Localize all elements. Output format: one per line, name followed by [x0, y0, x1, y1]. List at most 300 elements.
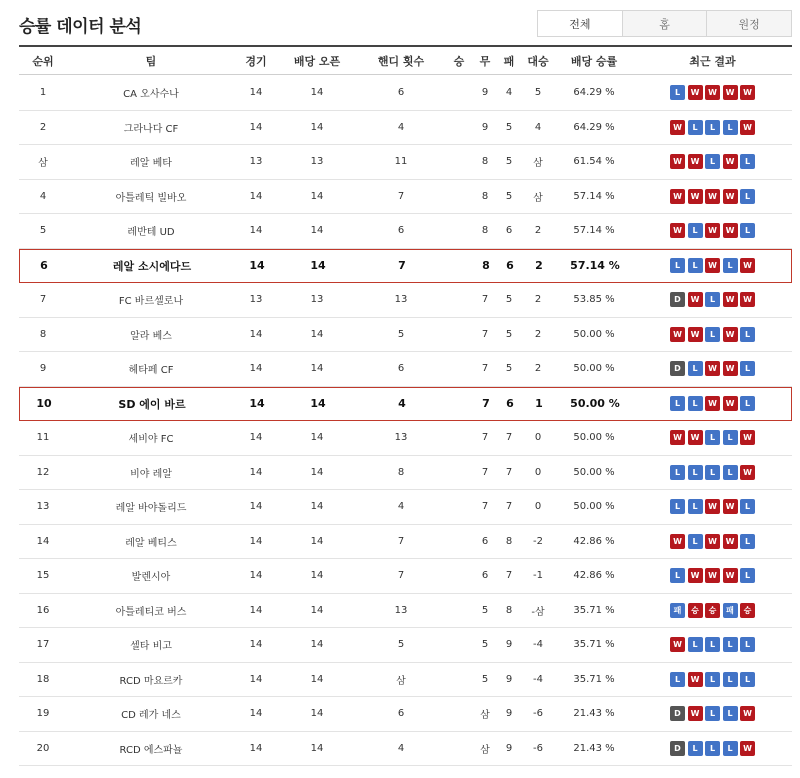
table-row[interactable] — [19, 628, 792, 663]
result-badge: W — [688, 672, 703, 687]
result-badge: L — [740, 396, 755, 411]
odds-win-rate-cell: 57.14 % — [573, 190, 615, 202]
loss-cell: 5 — [505, 190, 513, 202]
result-badge: L — [723, 465, 738, 480]
recent-results — [633, 189, 792, 204]
loss-cell: 7 — [505, 570, 513, 582]
handicap-count-cell: 6 — [397, 87, 405, 99]
result-badge: W — [723, 534, 738, 549]
recent-results — [634, 258, 791, 273]
result-badge: D — [670, 361, 685, 376]
result-badge: W — [723, 189, 738, 204]
table-row[interactable] — [19, 145, 792, 180]
result-badge: W — [723, 396, 738, 411]
table-row[interactable] — [19, 663, 792, 698]
recent-results — [633, 637, 792, 652]
rank-cell: 8 — [39, 328, 47, 340]
col-rank[interactable]: 순위 — [32, 54, 54, 68]
games-cell: 13 — [249, 156, 263, 168]
handicap-count-cell: 13 — [394, 294, 408, 306]
loss-cell: 5 — [505, 294, 513, 306]
result-badge: W — [705, 396, 720, 411]
result-badge: W — [688, 430, 703, 445]
table-row[interactable] — [19, 732, 792, 767]
col-draw[interactable]: 무 — [479, 54, 491, 68]
handicap-count-cell: 7 — [398, 259, 406, 273]
big-win-cell: -6 — [533, 742, 543, 754]
draw-cell: 8 — [481, 225, 489, 237]
result-badge: L — [670, 258, 685, 273]
handicap-count-cell: 13 — [394, 432, 408, 444]
loss-cell: 8 — [505, 535, 513, 547]
recent-results — [634, 396, 791, 411]
col-handicap-count[interactable]: 핸디 횟수 — [377, 54, 425, 68]
result-badge: L — [705, 292, 720, 307]
result-badge: L — [740, 223, 755, 238]
games-cell: 14 — [249, 639, 263, 651]
big-win-cell: 삼 — [533, 192, 543, 204]
rank-cell: 5 — [39, 225, 47, 237]
result-badge: W — [723, 327, 738, 342]
result-badge: W — [670, 223, 685, 238]
odds-win-rate-cell: 21.43 % — [573, 708, 615, 720]
result-badge: D — [670, 706, 685, 721]
result-badge: L — [740, 568, 755, 583]
draw-cell: 7 — [481, 466, 489, 478]
rank-cell: 4 — [39, 190, 47, 202]
handicap-count-cell: 7 — [397, 190, 405, 202]
result-badge: L — [705, 327, 720, 342]
odds-win-rate-cell: 42.86 % — [573, 535, 615, 547]
result-badge: L — [688, 361, 703, 376]
result-badge: D — [670, 741, 685, 756]
result-badge: L — [688, 465, 703, 480]
recent-results — [633, 706, 792, 721]
draw-cell: 6 — [481, 535, 489, 547]
odds-open-cell: 14 — [310, 259, 326, 273]
table-row[interactable] — [19, 111, 792, 146]
result-badge: L — [688, 637, 703, 652]
result-badge: W — [723, 499, 738, 514]
handicap-count-cell: 7 — [397, 535, 405, 547]
games-cell: 14 — [249, 570, 263, 582]
draw-cell: 삼 — [480, 710, 490, 722]
handicap-count-cell: 6 — [397, 708, 405, 720]
handicap-count-cell: 7 — [397, 570, 405, 582]
loss-cell: 8 — [505, 604, 513, 616]
games-cell: 14 — [249, 190, 263, 202]
result-badge: L — [723, 741, 738, 756]
loss-cell: 5 — [505, 363, 513, 375]
result-badge: L — [740, 637, 755, 652]
rank-cell: 12 — [36, 466, 50, 478]
recent-results — [633, 534, 792, 549]
table-row[interactable] — [19, 387, 792, 422]
odds-win-rate-cell: 50.00 % — [573, 363, 615, 375]
result-badge: 승 — [740, 603, 755, 618]
team-name: 아틀레티코 버스 — [115, 606, 187, 618]
team-name: RCD 마요르카 — [119, 675, 183, 687]
result-badge: W — [705, 258, 720, 273]
col-games[interactable]: 경기 — [245, 54, 267, 68]
result-badge: L — [723, 672, 738, 687]
result-badge: L — [705, 465, 720, 480]
big-win-cell: 0 — [534, 501, 542, 513]
odds-win-rate-cell: 50.00 % — [570, 397, 620, 411]
odds-open-cell: 14 — [310, 121, 324, 133]
rank-cell: 1 — [39, 87, 47, 99]
result-badge: W — [723, 223, 738, 238]
result-badge: 패 — [723, 603, 738, 618]
table-row[interactable] — [19, 559, 792, 594]
page-title: 승률 데이터 분석 — [19, 17, 142, 37]
games-cell: 14 — [249, 87, 263, 99]
odds-open-cell: 14 — [310, 466, 324, 478]
col-win[interactable]: 승 — [453, 54, 465, 68]
handicap-count-cell: 5 — [397, 328, 405, 340]
draw-cell: 7 — [481, 432, 489, 444]
rank-cell: 9 — [39, 363, 47, 375]
team-name: 비야 레알 — [130, 468, 172, 480]
big-win-cell: -삼 — [531, 606, 545, 618]
loss-cell: 5 — [505, 156, 513, 168]
col-odds-open[interactable]: 배당 오픈 — [293, 54, 341, 68]
odds-win-rate-cell: 53.85 % — [573, 294, 615, 306]
draw-cell: 7 — [481, 363, 489, 375]
rank-cell: 삼 — [38, 158, 48, 170]
odds-open-cell: 13 — [310, 294, 324, 306]
odds-open-cell: 13 — [310, 156, 324, 168]
odds-open-cell: 14 — [310, 87, 324, 99]
games-cell: 14 — [249, 708, 263, 720]
result-badge: L — [705, 706, 720, 721]
team-name: FC 바르셀로나 — [118, 296, 184, 308]
draw-cell: 9 — [481, 121, 489, 133]
big-win-cell: -4 — [533, 639, 543, 651]
recent-results — [633, 292, 792, 307]
result-badge: W — [705, 534, 720, 549]
loss-cell: 6 — [505, 225, 513, 237]
result-badge: L — [688, 258, 703, 273]
table-header — [19, 45, 792, 75]
result-badge: W — [740, 706, 755, 721]
loss-cell: 7 — [505, 432, 513, 444]
draw-cell: 8 — [481, 190, 489, 202]
team-name: 레반테 UD — [127, 227, 175, 239]
result-badge: W — [740, 465, 755, 480]
odds-win-rate-cell: 50.00 % — [573, 466, 615, 478]
odds-open-cell: 14 — [310, 501, 324, 513]
handicap-count-cell: 6 — [397, 363, 405, 375]
odds-open-cell: 14 — [310, 225, 324, 237]
odds-win-rate-cell: 35.71 % — [573, 639, 615, 651]
odds-open-cell: 14 — [310, 742, 324, 754]
col-recent-results: 최근 결과 — [689, 54, 736, 68]
result-badge: L — [705, 672, 720, 687]
odds-win-rate-cell: 64.29 % — [573, 121, 615, 133]
big-win-cell: -2 — [533, 535, 543, 547]
rank-cell: 19 — [36, 708, 50, 720]
draw-cell: 7 — [481, 294, 489, 306]
result-badge: W — [740, 258, 755, 273]
result-badge: L — [688, 534, 703, 549]
result-badge: L — [705, 120, 720, 135]
games-cell: 13 — [249, 294, 263, 306]
big-win-cell: 2 — [534, 328, 542, 340]
result-badge: L — [705, 430, 720, 445]
result-badge: L — [705, 741, 720, 756]
team-name: SD 에이 바르 — [118, 397, 186, 411]
odds-open-cell: 14 — [310, 570, 324, 582]
team-name: 헤타페 CF — [128, 365, 174, 377]
odds-win-rate-cell: 61.54 % — [573, 156, 615, 168]
draw-cell: 삼 — [480, 744, 490, 756]
result-badge: W — [688, 85, 703, 100]
odds-win-rate-cell: 50.00 % — [573, 501, 615, 513]
result-badge: L — [740, 499, 755, 514]
big-win-cell: 5 — [534, 87, 542, 99]
result-badge: W — [705, 189, 720, 204]
games-cell: 14 — [249, 604, 263, 616]
draw-cell: 5 — [481, 673, 489, 685]
handicap-count-cell: 4 — [397, 501, 405, 513]
result-badge: L — [740, 154, 755, 169]
handicap-count-cell: 11 — [394, 156, 408, 168]
draw-cell: 8 — [482, 259, 490, 273]
result-badge: W — [670, 189, 685, 204]
col-big-win[interactable]: 대승 — [527, 54, 549, 68]
result-badge: W — [705, 223, 720, 238]
result-badge: L — [705, 637, 720, 652]
recent-results — [633, 499, 792, 514]
col-loss[interactable]: 패 — [503, 54, 515, 68]
big-win-cell: 2 — [534, 225, 542, 237]
table-row[interactable] — [19, 697, 792, 732]
tab-home[interactable]: 홈 — [622, 11, 707, 36]
team-name: 셀타 비고 — [130, 641, 172, 653]
games-cell: 14 — [249, 501, 263, 513]
recent-results — [633, 465, 792, 480]
result-badge: L — [688, 396, 703, 411]
table-row[interactable] — [19, 421, 792, 456]
big-win-cell: 2 — [534, 363, 542, 375]
rank-cell: 13 — [36, 501, 50, 513]
result-badge: W — [723, 568, 738, 583]
recent-results — [633, 327, 792, 342]
result-badge: W — [670, 327, 685, 342]
col-team[interactable]: 팀 — [145, 54, 157, 68]
odds-win-rate-cell: 35.71 % — [573, 673, 615, 685]
handicap-count-cell: 4 — [398, 397, 406, 411]
result-badge: W — [723, 361, 738, 376]
tab-away[interactable]: 원정 — [706, 11, 791, 36]
result-badge: L — [723, 430, 738, 445]
draw-cell: 7 — [482, 397, 490, 411]
venue-tabs — [537, 10, 792, 37]
loss-cell: 9 — [505, 673, 513, 685]
rank-cell: 20 — [36, 742, 50, 754]
result-badge: W — [688, 706, 703, 721]
team-name: CA 오사수나 — [123, 89, 179, 101]
loss-cell: 7 — [505, 501, 513, 513]
result-badge: 승 — [705, 603, 720, 618]
loss-cell: 5 — [505, 121, 513, 133]
odds-open-cell: 14 — [310, 363, 324, 375]
big-win-cell: -4 — [533, 673, 543, 685]
result-badge: 승 — [688, 603, 703, 618]
loss-cell: 9 — [505, 708, 513, 720]
result-badge: L — [740, 672, 755, 687]
odds-win-rate-cell: 35.71 % — [573, 604, 615, 616]
result-badge: W — [740, 85, 755, 100]
table-row[interactable] — [19, 214, 792, 249]
rank-cell: 14 — [36, 535, 50, 547]
recent-results — [633, 361, 792, 376]
loss-cell: 4 — [505, 87, 513, 99]
result-badge: W — [740, 430, 755, 445]
result-badge: L — [670, 85, 685, 100]
odds-open-cell: 14 — [310, 397, 326, 411]
result-badge: W — [723, 85, 738, 100]
team-name: 세비야 FC — [128, 434, 174, 446]
games-cell: 14 — [249, 432, 263, 444]
draw-cell: 8 — [481, 156, 489, 168]
table-row[interactable] — [19, 490, 792, 525]
handicap-count-cell: 4 — [397, 742, 405, 754]
games-cell: 14 — [249, 397, 265, 411]
rank-cell: 2 — [39, 121, 47, 133]
big-win-cell: -6 — [533, 708, 543, 720]
odds-win-rate-cell: 42.86 % — [573, 570, 615, 582]
odds-open-cell: 14 — [310, 535, 324, 547]
result-badge: L — [670, 499, 685, 514]
team-name: RCD 에스파뇰 — [119, 744, 183, 756]
games-cell: 14 — [249, 673, 263, 685]
table-row[interactable] — [19, 318, 792, 353]
result-badge: L — [723, 637, 738, 652]
result-badge: L — [688, 741, 703, 756]
team-name: 알라 베스 — [130, 330, 172, 342]
draw-cell: 6 — [481, 570, 489, 582]
games-cell: 14 — [249, 259, 265, 273]
result-badge: L — [688, 120, 703, 135]
result-badge: L — [723, 258, 738, 273]
result-badge: W — [670, 637, 685, 652]
result-badge: L — [670, 672, 685, 687]
result-badge: W — [705, 361, 720, 376]
handicap-count-cell: 5 — [397, 639, 405, 651]
table-row[interactable] — [19, 76, 792, 111]
recent-results — [633, 154, 792, 169]
recent-results — [633, 741, 792, 756]
col-odds-win-rate[interactable]: 배당 승률 — [570, 54, 618, 68]
rank-cell: 11 — [36, 432, 50, 444]
result-badge: W — [670, 534, 685, 549]
result-badge: W — [705, 85, 720, 100]
result-badge: L — [670, 568, 685, 583]
result-badge: W — [705, 568, 720, 583]
rank-cell: 7 — [39, 294, 47, 306]
draw-cell: 7 — [481, 501, 489, 513]
team-name: 그라나다 CF — [123, 123, 179, 135]
result-badge: W — [723, 292, 738, 307]
result-badge: W — [670, 154, 685, 169]
table-row[interactable] — [19, 249, 792, 284]
games-cell: 14 — [249, 121, 263, 133]
tab-all[interactable]: 전체 — [538, 11, 622, 36]
games-cell: 14 — [249, 363, 263, 375]
table-row[interactable] — [19, 525, 792, 560]
recent-results — [633, 430, 792, 445]
result-badge: W — [688, 189, 703, 204]
table-row[interactable] — [19, 352, 792, 387]
loss-cell: 5 — [505, 328, 513, 340]
odds-win-rate-cell: 57.14 % — [573, 225, 615, 237]
loss-cell: 7 — [505, 466, 513, 478]
loss-cell: 9 — [505, 742, 513, 754]
table-row[interactable] — [19, 456, 792, 491]
result-badge: W — [740, 741, 755, 756]
result-badge: W — [688, 292, 703, 307]
result-badge: L — [670, 465, 685, 480]
recent-results — [633, 568, 792, 583]
result-badge: W — [740, 120, 755, 135]
rank-cell: 18 — [36, 673, 50, 685]
loss-cell: 6 — [506, 397, 514, 411]
odds-open-cell: 14 — [310, 708, 324, 720]
odds-win-rate-cell: 50.00 % — [573, 432, 615, 444]
big-win-cell: 삼 — [533, 158, 543, 170]
result-badge: L — [723, 120, 738, 135]
handicap-count-cell: 4 — [397, 121, 405, 133]
draw-cell: 7 — [481, 328, 489, 340]
big-win-cell: 0 — [534, 432, 542, 444]
recent-results — [633, 85, 792, 100]
result-badge: L — [688, 223, 703, 238]
handicap-count-cell: 삼 — [396, 675, 406, 687]
result-badge: L — [670, 396, 685, 411]
handicap-count-cell: 13 — [394, 604, 408, 616]
result-badge: L — [740, 189, 755, 204]
odds-win-rate-cell: 57.14 % — [570, 259, 620, 273]
loss-cell: 9 — [505, 639, 513, 651]
games-cell: 14 — [249, 535, 263, 547]
odds-open-cell: 14 — [310, 432, 324, 444]
big-win-cell: 2 — [534, 294, 542, 306]
table-row[interactable] — [19, 594, 792, 629]
big-win-cell: 1 — [535, 397, 543, 411]
draw-cell: 9 — [481, 87, 489, 99]
team-name: 레알 소시에다드 — [112, 259, 192, 273]
games-cell: 14 — [249, 328, 263, 340]
team-name: 레알 베타 — [130, 158, 172, 170]
big-win-cell: -1 — [533, 570, 543, 582]
rank-cell: 17 — [36, 639, 50, 651]
odds-open-cell: 14 — [310, 190, 324, 202]
team-name: CD 레가 네스 — [121, 710, 181, 722]
rank-cell: 16 — [36, 604, 50, 616]
table-row[interactable] — [19, 283, 792, 318]
result-badge: D — [670, 292, 685, 307]
team-name: 아틀레틱 빌바오 — [115, 192, 187, 204]
result-badge: W — [688, 568, 703, 583]
recent-results — [633, 120, 792, 135]
table-row[interactable] — [19, 180, 792, 215]
team-name: 레알 바야돌리드 — [115, 503, 187, 515]
result-badge: L — [723, 706, 738, 721]
draw-cell: 5 — [481, 604, 489, 616]
result-badge: W — [740, 292, 755, 307]
